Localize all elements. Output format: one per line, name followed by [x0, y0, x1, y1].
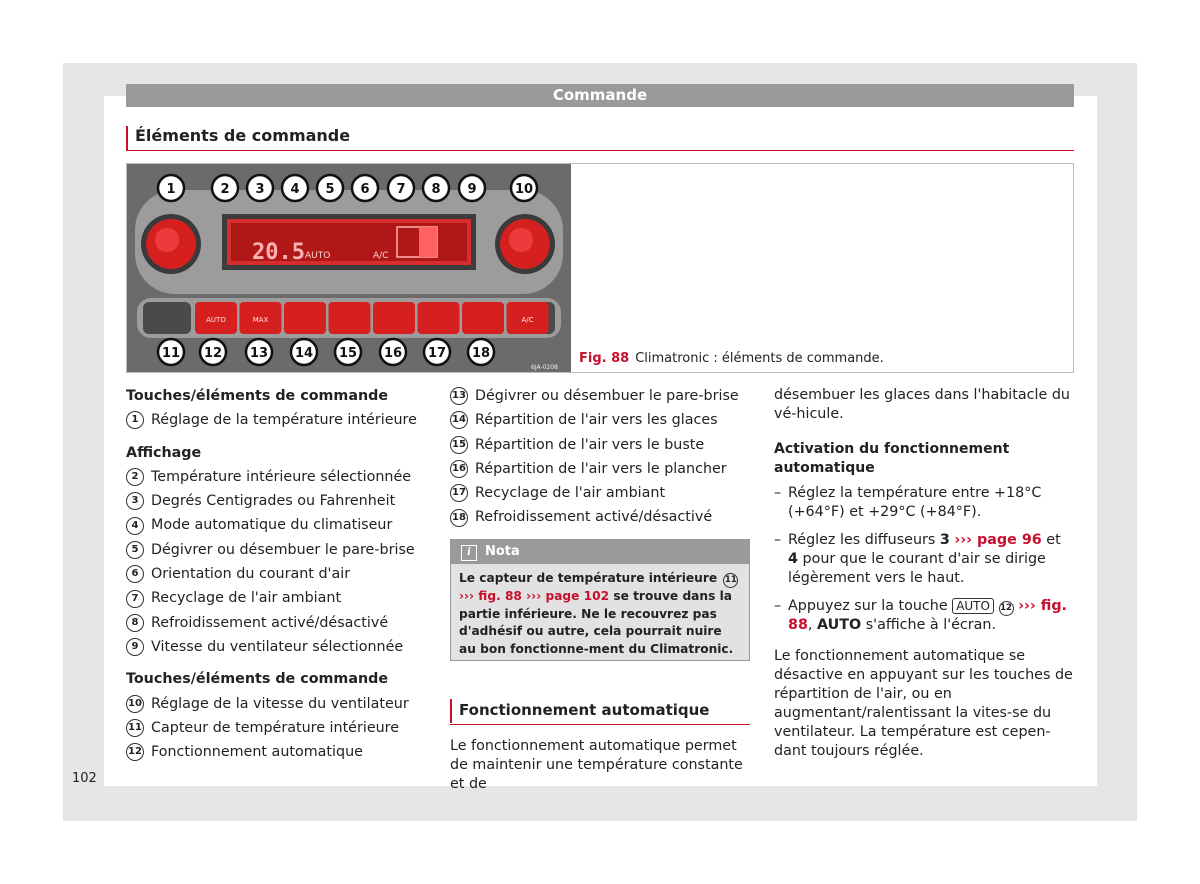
figure-box [126, 163, 1074, 373]
callout-13 [246, 339, 272, 365]
step-3-link[interactable]: ››› fig. 88 [788, 598, 1067, 633]
callout-1 [158, 175, 184, 201]
title-marker [126, 126, 128, 150]
section-header: Commande [126, 84, 1074, 107]
callout-number: 1 [126, 411, 144, 429]
list-item [126, 562, 426, 586]
callout-8 [423, 175, 449, 201]
panel-button [284, 302, 326, 334]
para-auto: Le fonctionnement automatique permet de maintenir une température constante et de [450, 738, 743, 792]
list-item [126, 408, 426, 432]
list-item [126, 513, 426, 537]
svg-text:11: 11 [161, 346, 181, 361]
svg-text:2: 2 [220, 182, 230, 197]
figure-caption-text: Climatronic : éléments de commande. [635, 351, 884, 366]
callout-number: 15 [450, 436, 468, 454]
step-2-mid: et [1046, 532, 1061, 548]
callout-12: 12 [999, 601, 1014, 616]
climatronic-image [127, 164, 571, 372]
callout-14 [291, 339, 317, 365]
list-item-text: Capteur de température intérieure [151, 719, 400, 736]
svg-text:7: 7 [396, 182, 406, 197]
svg-text:16: 16 [383, 346, 403, 361]
svg-text:17: 17 [427, 346, 447, 361]
list-item [126, 716, 426, 740]
heading-marker [450, 699, 452, 723]
svg-text:15: 15 [338, 346, 358, 361]
list-item-text: Réglage de la température intérieure [151, 412, 417, 429]
list-item-text: Température intérieure sélectionnée [151, 468, 412, 485]
svg-text:3: 3 [255, 182, 265, 197]
list-item-text: Répartition de l'air vers le plancher [475, 460, 727, 477]
list-item-text: Mode automatique du climatiseur [151, 517, 393, 534]
svg-text:4: 4 [290, 182, 300, 197]
callout-18 [468, 339, 494, 365]
subheading-activation: Activation du fonctionnement automatique [774, 441, 1010, 476]
callout-2 [212, 175, 238, 201]
list-item [126, 692, 426, 716]
list-item [126, 740, 426, 764]
panel-button [418, 302, 460, 334]
step-3-b: s'affiche à l'écran. [865, 617, 997, 633]
column-1 [126, 384, 426, 764]
callout-16 [380, 339, 406, 365]
step-2-b: pour que le courant d'air se dirige légèrement vers le haut. [788, 551, 1046, 586]
list-controls-1 [126, 408, 426, 432]
figure-caption [579, 351, 884, 366]
list-item [450, 433, 750, 457]
callout-3 [247, 175, 273, 201]
callout-6 [352, 175, 378, 201]
svg-text:8: 8 [431, 182, 441, 197]
svg-text:AUTO: AUTO [305, 251, 331, 261]
step-2-a: Réglez les diffuseurs [788, 532, 936, 548]
note-text-a: Le capteur de température intérieure [459, 571, 718, 585]
heading-auto [450, 698, 750, 725]
list-item [450, 505, 750, 529]
step-1: – Réglez la température entre +18°C (+64°F) et +29°C (+84°F). [774, 484, 1074, 522]
note-link-fig[interactable]: ››› fig. 88 [459, 589, 522, 603]
callout-17 [424, 339, 450, 365]
panel-button [373, 302, 415, 334]
svg-text:20.5: 20.5 [252, 240, 305, 265]
callout-9 [459, 175, 485, 201]
callout-number: 8 [126, 614, 144, 632]
list-item [450, 384, 750, 408]
list-item-text: Recyclage de l'air ambiant [475, 485, 666, 502]
step-3: – Appuyez sur la touche AUTO 12 ››› fig. 88, AUTO s'affiche à l'écran. [774, 597, 1074, 635]
heading-auto-text: Fonctionnement automatique [459, 701, 710, 719]
list-item-text: Réglage de la vitesse du ventilateur [151, 695, 409, 712]
svg-text:1: 1 [166, 182, 176, 197]
callout-number: 18 [450, 509, 468, 527]
subheading-display: Affichage [126, 444, 202, 461]
step-3-auto: AUTO [817, 617, 862, 633]
list-item-text: Orientation du courant d'air [151, 566, 351, 583]
callout-11 [158, 339, 184, 365]
step-2-link[interactable]: ››› page 96 [954, 532, 1042, 548]
callout-11: 11 [723, 573, 738, 588]
svg-text:9: 9 [467, 182, 477, 197]
callout-15 [335, 339, 361, 365]
callout-number: 11 [126, 719, 144, 737]
callout-12 [200, 339, 226, 365]
panel-button [462, 302, 504, 334]
callout-number: 5 [126, 541, 144, 559]
panel-button-label: MAX [252, 316, 269, 324]
step-2-text [788, 531, 1074, 588]
list-item-text: Dégivrer ou désembuer le pare-brise [151, 541, 415, 558]
list-item [450, 481, 750, 505]
panel-button [329, 302, 371, 334]
page-title-text: Éléments de commande [135, 126, 351, 145]
column-2 [450, 384, 750, 530]
svg-text:12: 12 [203, 346, 223, 361]
list-item [126, 586, 426, 610]
step-2: – Réglez les diffuseurs 3 ››› page 96 et 4 pour que le courant d'air se dirige légèrement vers le haut. [774, 531, 1074, 588]
svg-text:6JA-0208: 6JA-0208 [531, 364, 558, 371]
svg-text:10: 10 [514, 182, 534, 197]
list-item [126, 611, 426, 635]
step-3-text: Appuyez sur la touche AUTO 12 ››› fig. 88, AUTO s'affiche à l'écran. [788, 598, 1067, 633]
page-number: 102 [72, 771, 97, 786]
list-controls-2 [126, 692, 426, 765]
list-item [126, 538, 426, 562]
subheading-controls: Touches/éléments de commande [126, 388, 389, 404]
list-item-text: Vitesse du ventilateur sélectionnée [151, 638, 404, 655]
list-item-text: Fonctionnement automatique [151, 744, 363, 761]
svg-text:6: 6 [360, 182, 370, 197]
callout-number: 9 [126, 638, 144, 656]
list-item [450, 457, 750, 481]
info-icon: i [461, 545, 477, 561]
column-3 [774, 384, 1074, 761]
list-display [126, 465, 426, 659]
svg-text:14: 14 [294, 346, 314, 361]
callout-number: 14 [450, 411, 468, 429]
note-link-page[interactable]: ››› page 102 [526, 589, 610, 603]
list-item-text: Refroidissement activé/désactivé [151, 614, 389, 631]
step-2-num1: 3 [939, 532, 950, 548]
list-item [126, 489, 426, 513]
step-1-text: Réglez la température entre +18°C (+64°F) et +29°C (+84°F). [788, 485, 1042, 520]
note-box [450, 539, 750, 661]
note-header [451, 540, 749, 564]
callout-number: 2 [126, 468, 144, 486]
callout-number: 4 [126, 517, 144, 535]
callout-number: 3 [126, 492, 144, 510]
list-item-text: Répartition de l'air vers les glaces [475, 412, 718, 429]
callout-number: 17 [450, 484, 468, 502]
callout-number: 10 [126, 695, 144, 713]
figure-label: Fig. 88 [579, 351, 630, 366]
step-3-a: Appuyez sur la touche [788, 598, 948, 614]
callout-number: 13 [450, 387, 468, 405]
panel-button-label: AUTO [206, 316, 226, 324]
panel-button-label: A/C [521, 316, 534, 324]
list-item [126, 465, 426, 489]
callout-10 [511, 175, 537, 201]
svg-text:13: 13 [249, 346, 269, 361]
note-body [451, 564, 749, 664]
list-item-text: Degrés Centigrades ou Fahrenheit [151, 493, 396, 510]
list-controls-3 [450, 384, 750, 530]
page-title [126, 124, 1074, 151]
list-item-text: Dégivrer ou désembuer le pare-brise [475, 388, 739, 404]
list-item [450, 408, 750, 432]
note-title: Nota [485, 544, 520, 559]
auto-key: AUTO [952, 598, 994, 614]
note-text-b: se trouve dans la partie inférieure. Ne le recouvrez pas d'adhésif ou autre, cela pourrait nuire au bon fonctionne-ment du Climatronic. [459, 589, 734, 656]
callout-number: 7 [126, 590, 144, 608]
callout-number: 12 [126, 743, 144, 761]
svg-text:5: 5 [325, 182, 335, 197]
svg-text:A/C: A/C [373, 251, 389, 261]
subheading-controls-2: Touches/éléments de commande [126, 671, 389, 688]
callout-7 [388, 175, 414, 201]
step-2-num2: 4 [788, 551, 798, 567]
callout-number: 6 [126, 565, 144, 583]
list-item-text: Répartition de l'air vers le buste [475, 436, 705, 453]
callout-4 [282, 175, 308, 201]
para-continued: désembuer les glaces dans l'habitacle du vé-hicule. [774, 387, 1070, 422]
list-item-text: Recyclage de l'air ambiant [151, 590, 342, 607]
callout-5 [317, 175, 343, 201]
svg-text:18: 18 [471, 346, 491, 361]
list-item [126, 635, 426, 659]
para-deactivate: Le fonctionnement automatique se désactive en appuyant sur les touches de répartition de l'air, ou en augmentant/ralentissant la vites-se du ventilateur. La température est cepen-dant toujours réglée. [774, 648, 1073, 759]
callout-number: 16 [450, 460, 468, 478]
list-item-text: Refroidissement activé/désactivé [475, 509, 713, 526]
